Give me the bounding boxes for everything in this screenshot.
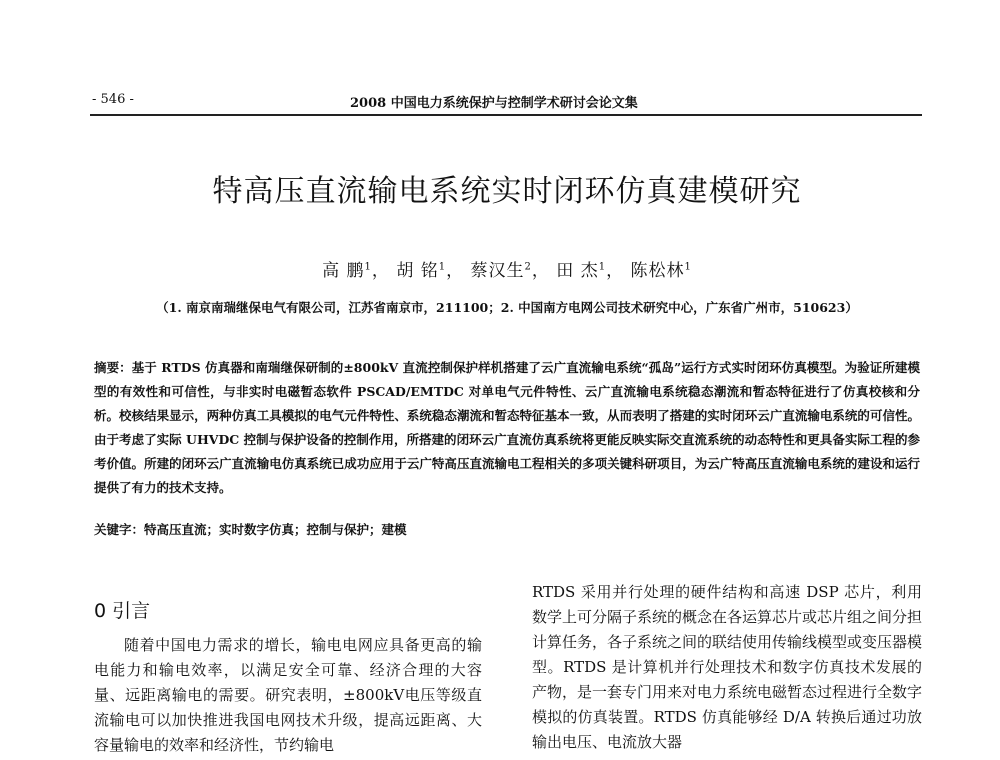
author-affil-mark: 2 <box>524 261 532 273</box>
keywords-label: 关键字： <box>94 522 145 537</box>
author-affil-mark: 1 <box>598 261 607 273</box>
author-name: 蔡汉生 <box>470 261 525 281</box>
page-number: - 546 - <box>92 92 134 107</box>
author-affil-mark: 1 <box>364 261 372 273</box>
left-column <box>94 582 482 758</box>
header-rule <box>90 114 922 116</box>
paper-title: 特高压直流输电系统实时闭环仿真建模研究 <box>212 174 802 209</box>
author-affil-mark: 1 <box>684 261 692 273</box>
author-name: 胡 铭 <box>396 261 439 281</box>
abstract <box>94 356 920 500</box>
author-list: 高 鹏$^1$， 胡 铭$^1$， 蔡汉生$^2$， 田 杰$^1$， 陈松林$^1$ <box>322 261 692 281</box>
section-heading: 0 引言 <box>94 600 151 622</box>
affiliations: （1. 南京南瑞继保电气有限公司，江苏省南京市，211100；2. 中国南方电网公司技术研究中心，广东省广州市，510623） <box>156 300 858 315</box>
right-column <box>532 580 922 755</box>
keywords-text: 特高压直流；实时数字仿真；控制与保护；建模 <box>144 522 407 537</box>
running-header <box>92 92 922 112</box>
author-affil-mark: 1 <box>438 261 447 273</box>
body-paragraph: RTDS 采用并行处理的硬件结构和高速 DSP 芯片，利用数学上可分隔子系统的概念在各运算芯片或芯片组之间分担计算任务，各子系统之间的联结使用传输线模型或变压器模型。RTDS 是计算机并行处理技术和数字仿真技术发展的产物，是一套专门用来对电力系统电磁暂态过程进行全数字模拟的仿真装置。RTDS 仿真能够经 D/A 转换后通过功放输出电压、电流放大器 <box>532 583 923 751</box>
abstract-label: 摘要： <box>94 360 132 375</box>
body-paragraph: 随着中国电力需求的增长，输电电网应具备更高的输电能力和输电效率，以满足安全可靠、经济合理的大容量、远距离输电的需要。研究表明，±800kV电压等级直流输电可以加快推进我国电网技术升级，提高远距离、大容量输电的效率和经济性，节约输电 <box>94 636 482 754</box>
author-name: 陈松林 <box>630 261 685 281</box>
keywords <box>94 520 920 538</box>
journal-title: 2008 中国电力系统保护与控制学术研讨会论文集 <box>350 96 638 111</box>
author-name: 高 鹏 <box>322 261 365 281</box>
abstract-text: 基于 RTDS 仿真器和南瑞继保研制的±800kV 直流控制保护样机搭建了云广直流输电系统“孤岛”运行方式实时闭环仿真模型。为验证所建模型的有效性和可信性，与非实时电磁暂态软件 PSCAD/EMTDC 对单电气元件特性、云广直流输电系统稳态潮流和暂态特征进行了仿真校核和分析。校核结果显示，两种仿真工具模拟的电气元件特性、系统稳态潮流和暂态特征基本一致，从而表明了搭建的实时闭环云广直流输电系统的可信性。由于考虑了实际 UHVDC 控制与保护设备的控制作用，所搭建的闭环云广直流仿真系统将更能反映实际交直流系统的动态特性和更具备实际工程的参考价值。所建的闭环云广直流输电仿真系统已成功应用于云广特高压直流输电工程相关的多项关键科研项目，为云广特高压直流输电系统的建设和运行提供了有力的技术支持。 <box>94 360 920 495</box>
author-name: 田 杰 <box>556 261 599 281</box>
